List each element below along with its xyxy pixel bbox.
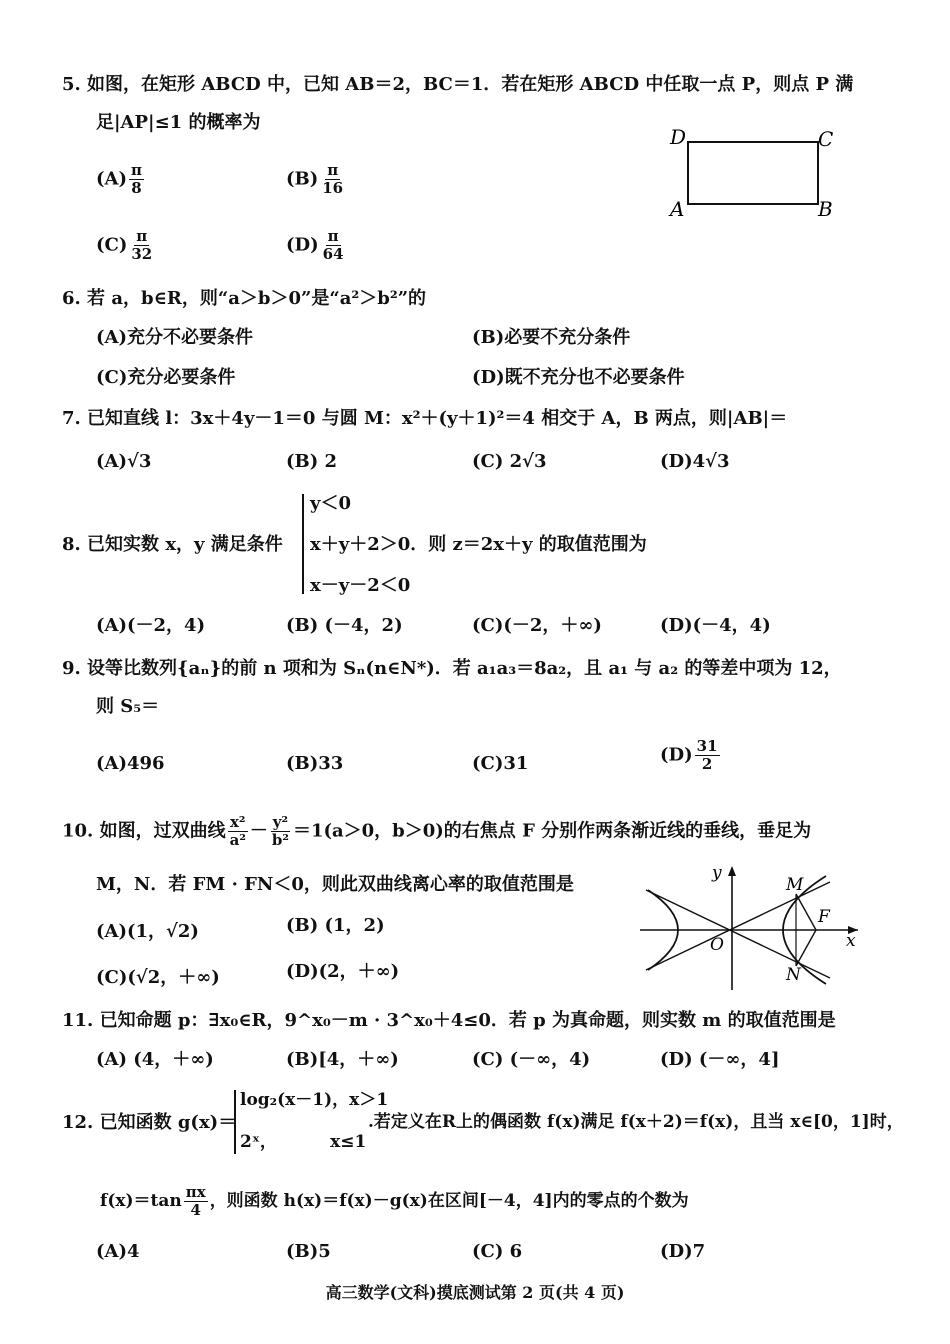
q11-option-a: (A) (4，＋∞) [96,1049,214,1070]
q6-option-d: (D)既不充分也不必要条件 [472,367,685,388]
q12-option-d: (D)7 [660,1241,706,1262]
label-d: D [670,125,687,149]
label-y: y [712,863,722,883]
rectangle-abcd [688,142,818,204]
q8-option-a: (A)(－2，4) [96,615,206,636]
q5-stem-line2: 足|AP|≤1 的概率为 [96,112,261,133]
perpendicular-fn [796,930,816,966]
q7-option-d: (D)4√3 [660,451,730,472]
q12-case-2: 2ˣ， x≤1 [240,1132,367,1152]
q11-option-d: (D) (－∞，4] [660,1049,780,1070]
label-n: N [786,965,801,985]
q12-stem-line2: f(x)＝tan $\frac{\pi x}{4}$ ，则函数 h(x)＝f(x)－g(x)在区间[－4，4]内的零点的个数为 [100,1183,689,1219]
q7-option-b: (B) 2 [286,451,338,472]
perpendicular-fm [796,894,816,930]
q9-stem-line2: 则 S₅＝ [96,696,160,717]
q5-option-b: (B) $\frac{\pi}{16}$ [286,161,344,197]
label-c: C [818,127,834,151]
asymptote-1 [646,890,830,978]
q8-condition-2: x＋y＋2＞0．则 z＝2x＋y 的取值范围为 [310,534,647,555]
q10-option-c: (C)(√2，＋∞) [96,967,220,988]
q9-option-d: (D) $\frac{31}{2}$ [660,737,718,773]
q8-option-b: (B) (－4，2) [286,615,403,636]
q7-option-c: (C) 2√3 [472,451,547,472]
q8-stem-prefix: 8. 已知实数 x，y 满足条件 [62,534,283,555]
q11-option-b: (B)[4，＋∞) [286,1049,399,1070]
q9-option-a: (A)496 [96,753,165,774]
q10-option-d: (D)(2，＋∞) [286,961,400,982]
label-m: M [786,875,804,895]
q10-stem-line2: M，N．若 FM · FN＜0，则此双曲线离心率的取值范围是 [96,874,574,895]
y-axis-arrow [728,866,736,876]
q8-condition-1: y＜0 [310,493,351,514]
q7-option-a: (A)√3 [96,451,152,472]
q8-option-d: (D)(－4，4) [660,615,771,636]
label-a: A [670,197,685,221]
q12-option-c: (C) 6 [472,1241,523,1262]
q12-option-b: (B)5 [286,1241,331,1262]
q12-stem-prefix: 12. 已知函数 g(x)＝ [62,1112,237,1133]
page-footer: 高三数学(文科)摸底测试第 2 页(共 4 页) [325,1283,625,1302]
q8-brace [302,494,304,594]
label-f: F [818,907,830,927]
label-x: x [846,931,856,951]
q5-option-d: (D) $\frac{\pi}{64}$ [286,227,344,263]
q6-option-c: (C)充分必要条件 [96,367,236,388]
q11-stem: 11. 已知命题 p：∃x₀∈R，9^x₀－m · 3^x₀＋4≤0．若 p 为真命题，则实数 m 的取值范围是 [62,1010,836,1031]
q10-hyperbola-figure [640,862,870,992]
q11-option-c: (C) (－∞，4) [472,1049,591,1070]
q9-option-c: (C)31 [472,753,529,774]
q5-option-a: (A) $\frac{\pi}{8}$ [96,161,142,197]
q10-option-b: (B) (1，2) [286,915,385,936]
q10-option-a: (A)(1，√2) [96,921,199,942]
q9-stem-line1: 9. 设等比数列{aₙ}的前 n 项和为 Sₙ(n∈N*)．若 a₁a₃＝8a₂，且 a₁ 与 a₂ 的等差中项为 12， [62,658,842,679]
asymptote-2 [646,882,830,970]
label-b: B [818,197,833,221]
q12-stem-suffix: .若定义在R上的偶函数 f(x)满足 f(x＋2)＝f(x)，且当 x∈[0，1]时， [368,1112,904,1132]
q5-option-c: (C) $\frac{\pi}{32}$ [96,227,153,263]
label-o: O [710,935,724,955]
q6-option-a: (A)充分不必要条件 [96,327,253,348]
q10-stem-line1: 10. 如图，过双曲线 $\frac{\text{x²}}{\text{a²}}$ － $\frac{\text{y²}}{\text{b²}}$ ＝1(a＞0，b＞0)的右焦点 F 分别作两条渐近线的垂线，垂足为 [62,813,812,849]
q12-brace [234,1090,236,1154]
q6-option-b: (B)必要不充分条件 [472,327,631,348]
q6-stem: 6. 若 a，b∈R，则“a＞b＞0”是“a²＞b²”的 [62,288,427,309]
q7-stem: 7. 已知直线 l：3x＋4y－1＝0 与圆 M：x²＋(y＋1)²＝4 相交于 A，B 两点，则|AB|＝ [62,408,788,429]
q9-option-b: (B)33 [286,753,344,774]
q12-case-1: log₂(x－1)，x＞1 [240,1090,389,1110]
q12-option-a: (A)4 [96,1241,140,1262]
q8-option-c: (C)(－2，＋∞) [472,615,602,636]
q5-rectangle-figure [660,120,850,230]
q8-condition-3: x－y－2＜0 [310,575,411,596]
q5-stem-line1: 5. 如图，在矩形 ABCD 中，已知 AB＝2，BC＝1．若在矩形 ABCD 中任取一点 P，则点 P 满 [62,74,854,95]
